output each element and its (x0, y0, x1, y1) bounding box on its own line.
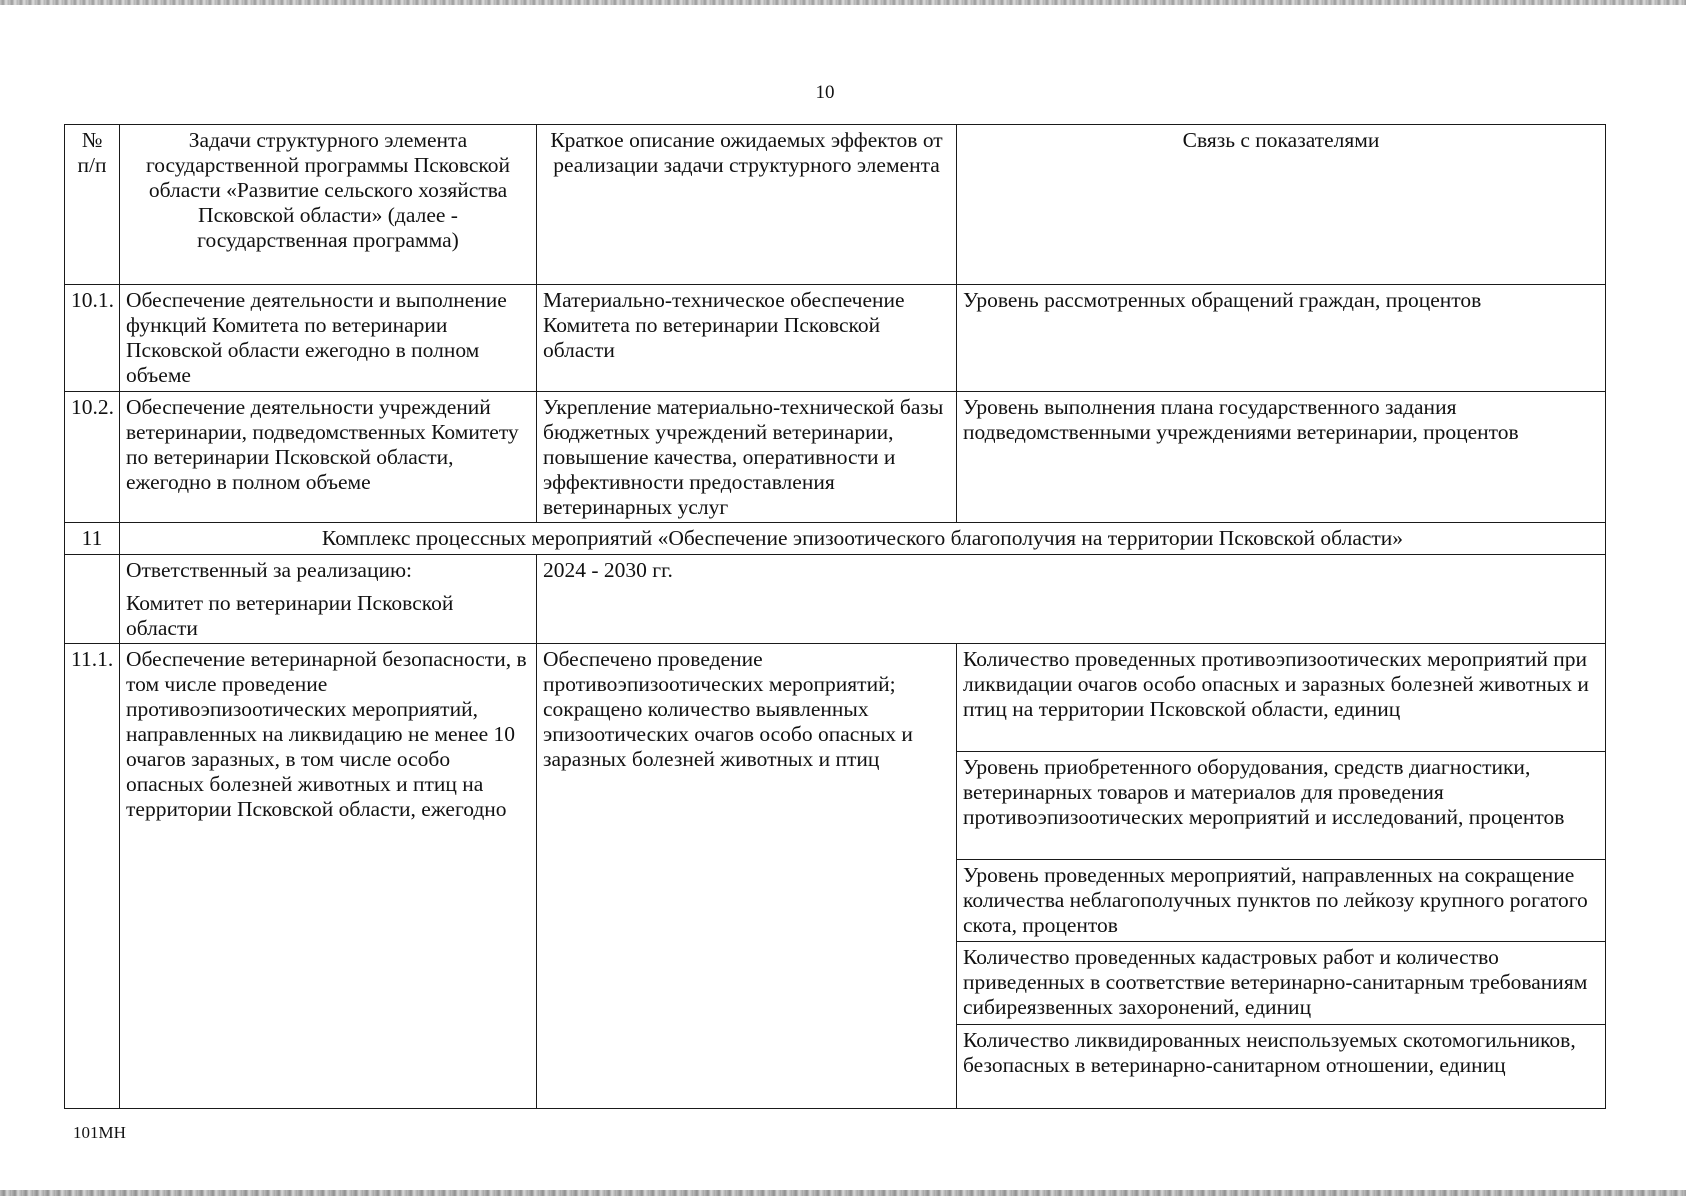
row-indicator: Уровень приобретенного оборудования, средств диагностики, ветеринарных товаров и материалов для проведения противоэпизоотических мероприятий и исследований, процентов (957, 752, 1606, 860)
row-effect: Обеспечено проведение противоэпизоотических мероприятий; сокращено количество выявленных эпизоотических очагов особо опасных и заразных болезней животных и птиц (537, 644, 957, 1109)
row-task: Обеспечение деятельности учреждений ветеринарии, подведомственных Комитету по ветеринарии Псковской области, ежегодно в полном объеме (120, 392, 537, 523)
scan-edge-bottom (0, 1190, 1686, 1196)
program-tasks-table (64, 124, 1606, 1109)
scan-edge-top (0, 0, 1686, 5)
responsible-cell (120, 555, 537, 644)
responsible-row (65, 555, 1606, 644)
row-indicator: Количество проведенных кадастровых работ и количество приведенных в соответствие ветеринарно-санитарным требованиям сибиреязвенных захоронений, единиц (957, 942, 1606, 1025)
row-number: 10.2. (65, 392, 120, 523)
empty-number-cell (65, 555, 120, 644)
row-task: Обеспечение ветеринарной безопасности, в том числе проведение противоэпизоотических мероприятий, направленных на ликвидацию не менее 10 очагов заразных, в том числе особо опасных болезней животных и птиц на территории Псковской области, ежегодно (120, 644, 537, 1109)
header-tasks: Задачи структурного элемента государственной программы Псковской области «Развитие сельского хозяйства Псковской области» (далее - государственная программа) (120, 125, 537, 285)
row-effect: Материально-техническое обеспечение Комитета по ветеринарии Псковской области (537, 285, 957, 392)
table-row (65, 285, 1606, 392)
page-number: 10 (815, 82, 835, 103)
section-row (65, 523, 1606, 555)
table-row (65, 644, 1606, 752)
row-number: 10.1. (65, 285, 120, 392)
section-title: Комплекс процессных мероприятий «Обеспечение эпизоотического благополучия на территории Псковской области» (120, 523, 1606, 555)
row-indicator: Уровень выполнения плана государственного задания подведомственными учреждениями ветеринарии, процентов (957, 392, 1606, 523)
responsible-value: Комитет по ветеринарии Псковской области (126, 591, 454, 640)
header-indicators: Связь с показателями (957, 125, 1606, 285)
section-number: 11 (65, 523, 120, 555)
document-code: 101МН (73, 1123, 126, 1142)
row-indicator: Количество ликвидированных неиспользуемых скотомогильников, безопасных в ветеринарно-санитарном отношении, единиц (957, 1025, 1606, 1109)
row-indicator: Уровень проведенных мероприятий, направленных на сокращение количества неблагополучных пунктов по лейкозу крупного рогатого скота, процентов (957, 860, 1606, 942)
table-header-row (65, 125, 1606, 285)
header-number: № п/п (65, 125, 120, 285)
table-row (65, 392, 1606, 523)
row-number: 11.1. (65, 644, 120, 1109)
row-task: Обеспечение деятельности и выполнение функций Комитета по ветеринарии Псковской области ежегодно в полном объеме (120, 285, 537, 392)
row-effect: Укрепление материально-технической базы бюджетных учреждений ветеринарии, повышение качества, оперативности и эффективности предоставления ветеринарных услуг (537, 392, 957, 523)
responsible-label: Ответственный за реализацию: (126, 558, 413, 582)
row-indicator: Уровень рассмотренных обращений граждан, процентов (957, 285, 1606, 392)
implementation-period: 2024 - 2030 гг. (537, 555, 1606, 644)
row-indicator: Количество проведенных противоэпизоотических мероприятий при ликвидации очагов особо опасных и заразных болезней животных и птиц на территории Псковской области, единиц (957, 644, 1606, 752)
header-effects: Краткое описание ожидаемых эффектов от реализации задачи структурного элемента (537, 125, 957, 285)
